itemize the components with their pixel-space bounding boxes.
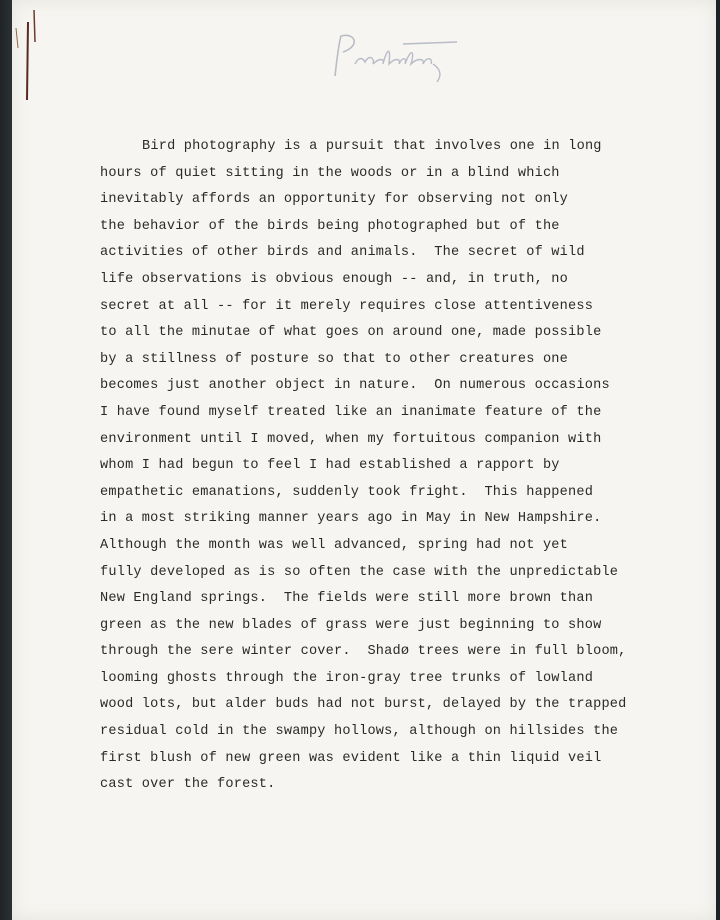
scan-right-edge	[716, 0, 720, 920]
text-line-13: whom I had begun to feel I had established a rapport by	[100, 458, 560, 474]
text-line-8: to all the minutae of what goes on around one, made possible	[100, 325, 602, 341]
typed-body-text	[100, 134, 640, 799]
text-line-11: I have found myself treated like an inanimate feature of the	[100, 404, 602, 420]
text-line-22: wood lots, but alder buds had not burst, delayed by the trapped	[100, 697, 627, 713]
scan-left-edge	[0, 0, 12, 920]
text-line-17: fully developed as is so often the case with the unpredictable	[100, 564, 619, 580]
text-line-16: Although the month was well advanced, spring had not yet	[100, 537, 569, 553]
text-line-3: inevitably affords an opportunity for observing not only	[100, 192, 569, 208]
text-line-7: secret at all -- for it merely requires close attentiveness	[100, 298, 594, 314]
text-line-12: environment until I moved, when my fortuitous companion with	[100, 431, 602, 447]
text-line-4: the behavior of the birds being photographed but of the	[100, 218, 560, 234]
text-line-19: green as the new blades of grass were just beginning to show	[100, 617, 602, 633]
text-line-25: cast over the forest.	[100, 777, 276, 793]
margin-ink-mark	[14, 8, 44, 108]
text-line-10: becomes just another object in nature. On numerous occasions	[100, 378, 610, 394]
text-line-23: residual cold in the swampy hollows, although on hillsides the	[100, 724, 619, 740]
text-line-2: hours of quiet sitting in the woods or in a blind which	[100, 165, 560, 181]
text-line-5: activities of other birds and animals. The secret of wild	[100, 245, 585, 261]
text-line-9: by a stillness of posture so that to other creatures one	[100, 351, 569, 367]
text-line-1: Bird photography is a pursuit that involves one in long	[142, 139, 602, 154]
text-line-6: life observations is obvious enough -- and, in truth, no	[100, 271, 569, 287]
text-line-21: looming ghosts through the iron-gray tree trunks of lowland	[100, 670, 594, 686]
text-line-24: first blush of new green was evident like a thin liquid veil	[100, 750, 602, 766]
text-line-20: through the sere winter cover. Shadø trees were in full bloom,	[100, 644, 627, 660]
text-line-14: empathetic emanations, suddenly took fright. This happened	[100, 484, 594, 500]
text-line-15: in a most striking manner years ago in May in New Hampshire.	[100, 511, 602, 527]
text-line-18: New England springs. The fields were still more brown than	[100, 591, 594, 607]
